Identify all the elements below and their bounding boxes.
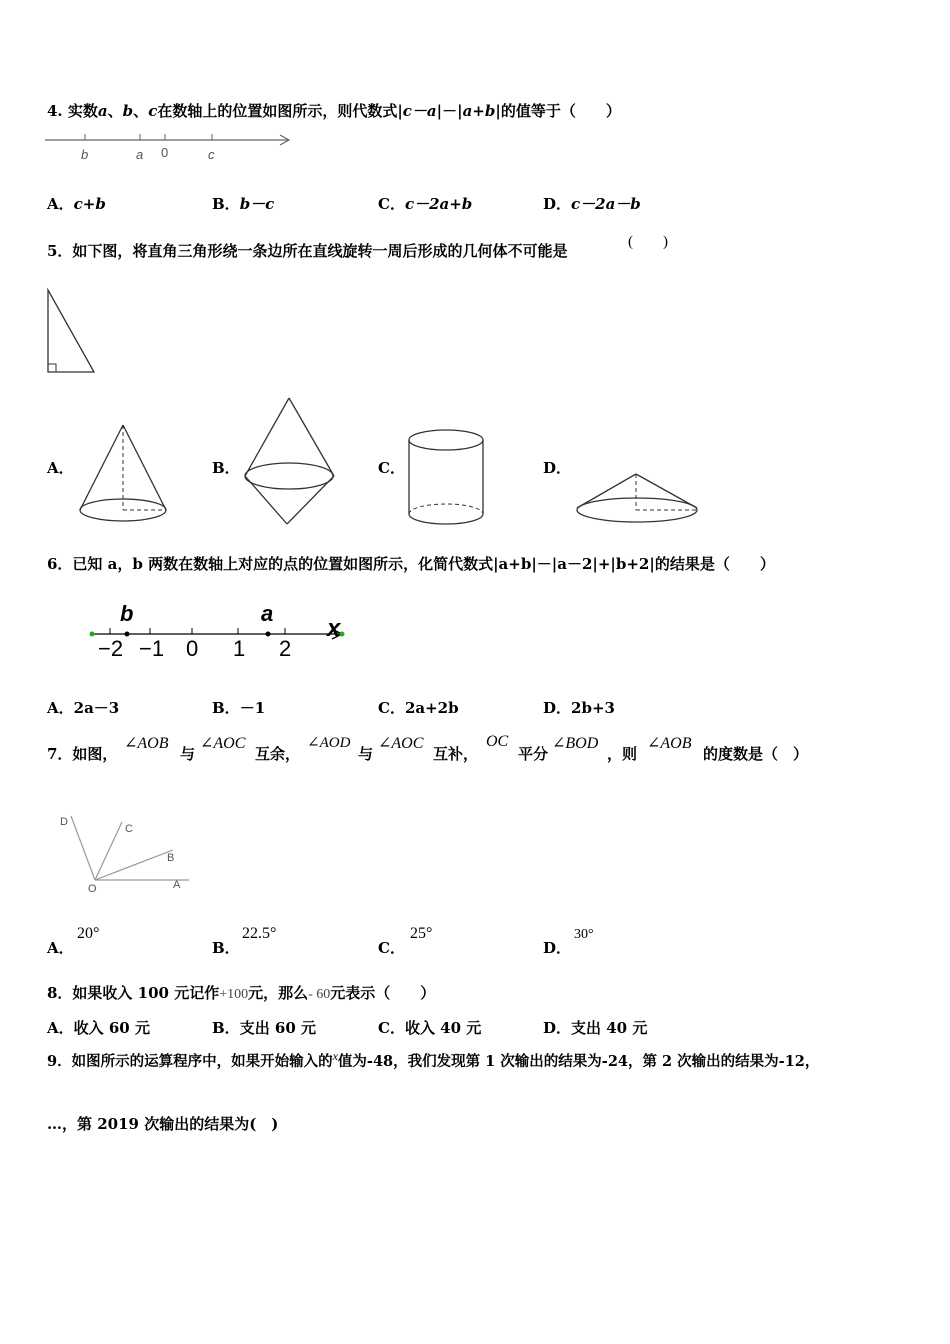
- q6-tick-label: 2: [279, 636, 292, 661]
- q7-text: 与: [180, 745, 196, 763]
- q9-stem-line2: …，第 2019 次输出的结果为( ): [47, 1115, 279, 1133]
- q6-option-d[interactable]: D．2b+3: [543, 699, 615, 717]
- q7-text: 平分: [518, 745, 549, 763]
- q8-option-d[interactable]: D．支出 40 元: [543, 1019, 648, 1037]
- q4-option-d[interactable]: D．c－2a－b: [543, 195, 641, 213]
- q6-number-line: [80, 596, 350, 662]
- q7-number: 7．如图，: [47, 745, 118, 763]
- q7-option-d-value[interactable]: 30°: [574, 927, 594, 942]
- q6-point-label-a: a: [261, 601, 274, 626]
- q4-axis-label-a: a: [136, 147, 144, 162]
- q7-text: 的度数是（ ）: [703, 745, 809, 763]
- q4-option-b[interactable]: B．b－c: [212, 195, 275, 213]
- q7-fig-label-d: D: [60, 816, 68, 828]
- q7-angle-aob: ∠AOB: [124, 735, 169, 752]
- q5-option-a-letter[interactable]: A．: [47, 459, 74, 477]
- q7-angle-bod: ∠BOD: [552, 735, 599, 752]
- q5-option-d-letter[interactable]: D．: [543, 459, 572, 477]
- q7-fig-label-a: A: [173, 879, 181, 891]
- q7-option-c-letter[interactable]: C．: [378, 939, 405, 957]
- q5-right-triangle: [44, 286, 100, 378]
- q9-stem-line1: 9．如图所示的运算程序中，如果开始输入的$^x$值为-48，我们发现第 1 次输出的结果为-24，第 2 次输出的结果为-12，: [47, 1049, 820, 1070]
- q4-axis-label-b: b: [81, 147, 89, 162]
- q5-option-d-flat-cone[interactable]: [572, 470, 704, 530]
- q7-option-a-letter[interactable]: A．: [47, 939, 74, 957]
- q6-tick-label: −1: [139, 636, 165, 661]
- q7-angle-aoc: ∠AOC: [200, 735, 246, 752]
- q5-option-c-letter[interactable]: C．: [378, 459, 405, 477]
- q7-angle-figure: [55, 808, 195, 894]
- q6-axis-var-x: x: [327, 615, 341, 642]
- q8-option-c[interactable]: C．收入 40 元: [378, 1019, 482, 1037]
- q6-point-label-b: b: [120, 601, 134, 626]
- q5-answer-paren: ( ): [628, 234, 668, 250]
- q6-option-b[interactable]: B．－1: [212, 699, 266, 717]
- q7-text: 与: [358, 745, 374, 763]
- q5-option-b-letter[interactable]: B．: [212, 459, 240, 477]
- q6-tick-label: 1: [233, 636, 246, 661]
- q7-option-c-value[interactable]: 25°: [410, 925, 433, 942]
- q7-fig-label-b: B: [167, 852, 175, 864]
- q8-stem: 8．如果收入 100 元记作+100元，那么- 60元表示（ ）: [47, 984, 436, 1002]
- q5-option-a-cone[interactable]: [74, 418, 174, 528]
- q4-number-line: [40, 126, 300, 166]
- q7-ray-oc: OC: [486, 733, 509, 750]
- q7-fig-label-c: C: [125, 823, 133, 835]
- q7-fig-label-o: O: [88, 883, 97, 894]
- q7-angle-aoc-2: ∠AOC: [378, 735, 424, 752]
- q4-stem: 4. 实数a、b、c在数轴上的位置如图所示，则代数式|c－a|－|a+b|的值等于（ ）: [47, 102, 621, 120]
- q7-text: 互补，: [433, 745, 479, 763]
- q4-axis-label-c: c: [208, 147, 215, 162]
- q7-option-b-value[interactable]: 22.5°: [242, 925, 277, 942]
- q4-option-c[interactable]: C．c－2a+b: [378, 195, 473, 213]
- q6-tick-label: 0: [186, 636, 199, 661]
- q8-option-a[interactable]: A．收入 60 元: [47, 1019, 150, 1037]
- q4-option-a[interactable]: A．c+b: [47, 195, 106, 213]
- q7-text: 互余，: [255, 745, 301, 763]
- q5-option-c-cylinder[interactable]: [404, 424, 490, 530]
- q5-stem: 5．如下图，将直角三角形绕一条边所在直线旋转一周后形成的几何体不可能是: [47, 242, 568, 260]
- q8-option-b[interactable]: B．支出 60 元: [212, 1019, 317, 1037]
- q7-option-b-letter[interactable]: B．: [212, 939, 240, 957]
- q6-option-a[interactable]: A．2a－3: [47, 699, 120, 717]
- q5-option-b-double-cone[interactable]: [238, 392, 342, 532]
- q7-angle-aod: ∠AOD: [307, 735, 351, 751]
- q6-option-c[interactable]: C．2a+2b: [378, 699, 459, 717]
- q7-option-d-letter[interactable]: D．: [543, 939, 572, 957]
- q4-axis-label-0: 0: [161, 145, 169, 160]
- q7-angle-aob-2: ∠AOB: [647, 735, 692, 752]
- q7-text: ，则: [607, 745, 638, 763]
- q6-tick-label: −2: [98, 636, 124, 661]
- q7-option-a-value[interactable]: 20°: [77, 925, 100, 942]
- q6-stem: 6．已知 a，b 两数在数轴上对应的点的位置如图所示，化简代数式|a+b|－|a－2|+|b+2|的结果是（ ）: [47, 555, 775, 573]
